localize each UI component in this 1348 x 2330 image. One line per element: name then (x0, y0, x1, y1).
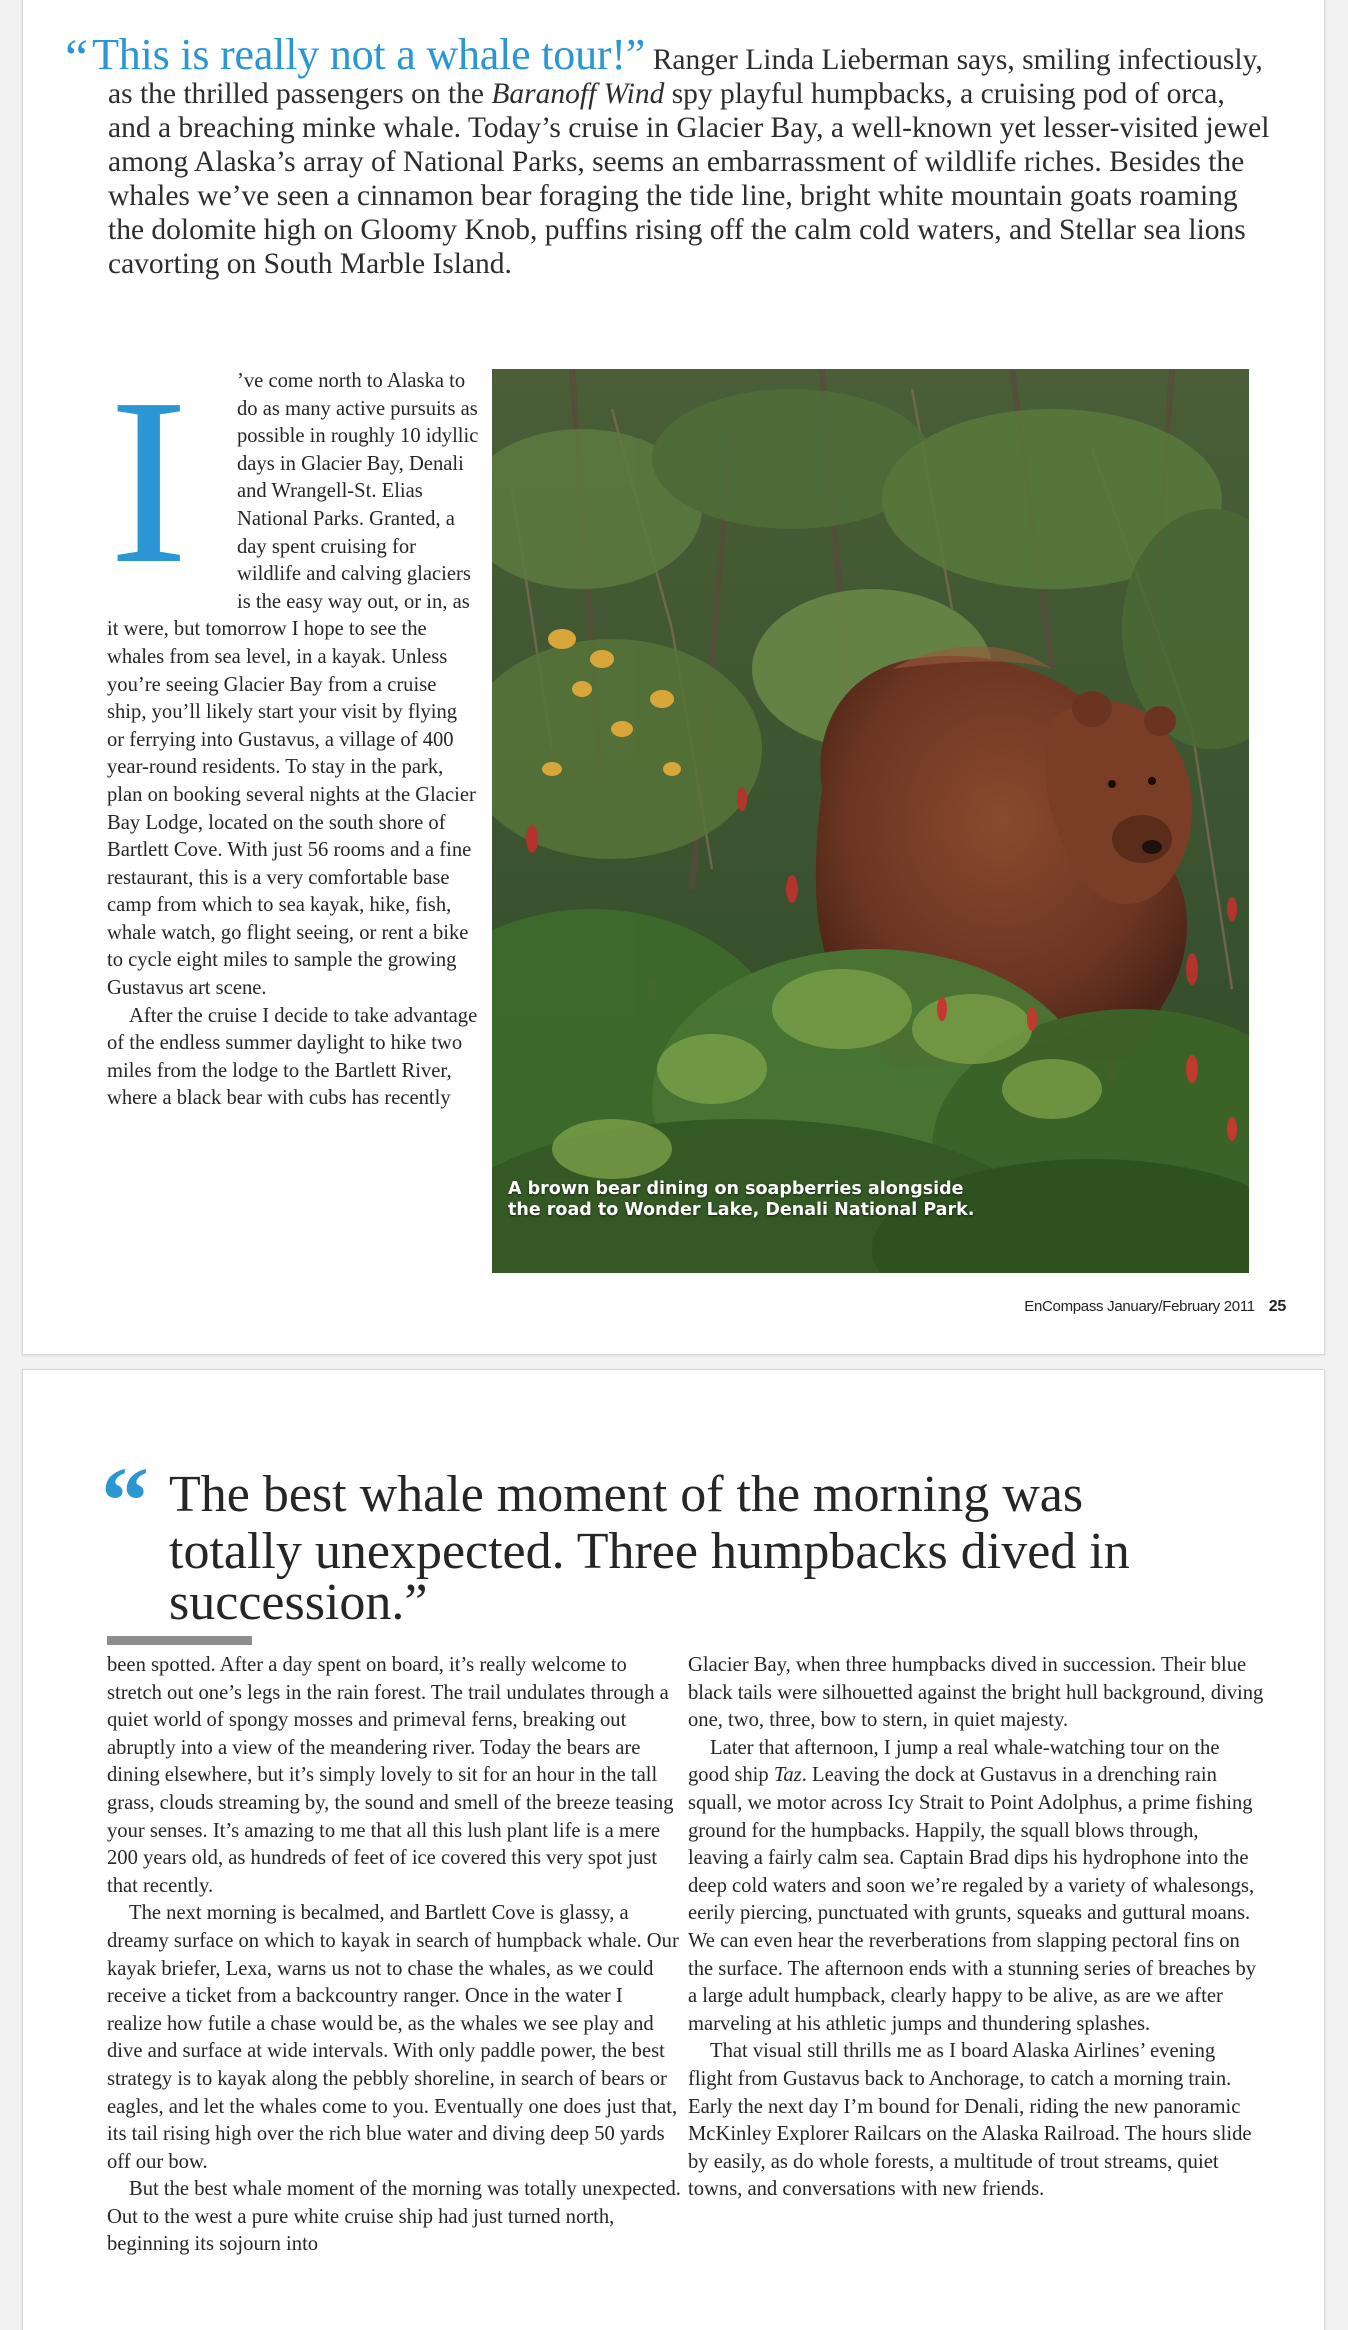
column2-paragraph-2: The next morning is becalmed, and Bartlett Cove is glassy, a dreamy surface on which to kayak in search of humpback whale. Our kayak briefer, Lexa, warns us not to chase the whales, as we could receive a ticket from a backcountry ranger. Once in the water I realize how futile a chase would be, as the whales we see play and dive and surface at wide intervals. With only paddle power, the best strategy is to kayak along the pebbly shoreline, in search of bears or eagles, and let the whales come to you. Eventually one does just that, its tail rising high over the rich blue water and diving deep 50 yards off our bow. (107, 1902, 679, 2173)
lede-text-2: spy playful humpbacks, a cruising pod of orca, and a breaching minke whale. Today’s cruise in Glacier Bay, a well-known yet lesser-visited jewel among Alaska’s array of National Parks, seems an embarrassment of wildlife riches. Besides the whales we’ve seen a cinnamon bear foraging the tide line, bright white mountain goats roaming the dolomite high on Gloomy Knob, puffins rising off the calm cold waters, and Stellar sea lions cavorting on South Marble Island. (108, 78, 1270, 280)
article-column-3 (688, 1652, 1264, 2204)
lede-ship-name: Baranoff Wind (491, 78, 665, 110)
article-column-2 (107, 1652, 681, 2259)
lede-open-quote: “ (65, 30, 89, 87)
column3-paragraph-3: That visual still thrills me as I board Alaska Airlines’ evening flight from Gustavus back to Anchorage, to catch a morning train. Early the next day I’m bound for Denali, riding the new panoramic McKinley Explorer Railcars on the Alaska Railroad. The hours slide by easily, as do whole forests, a multitude of trout streams, quiet towns, and conversations with new friends. (688, 2040, 1252, 2201)
column3-paragraph-1: Glacier Bay, when three humpbacks dived in succession. Their blue black tails were silhouetted against the bright hull background, diving one, two, three, bow to stern, in quiet majesty. (688, 1654, 1264, 1732)
drop-cap: I (109, 350, 189, 613)
pull-quote (101, 1447, 1181, 1631)
lede-text-1: Ranger Linda Lieberman says, smiling infectiously, as the thrilled passengers on the (108, 44, 1263, 110)
page-footer (1024, 1298, 1286, 1316)
lede-close-quote: ” (625, 30, 646, 79)
bear-illustration (492, 369, 1249, 1273)
lede-paragraph (65, 30, 1270, 281)
magazine-page-26 (22, 1369, 1325, 2330)
column1-paragraph-2: After the cruise I decide to take advantage of the endless summer daylight to hike two miles from the lodge to the Bartlett River, where a black bear with cubs has recently (107, 1004, 478, 1110)
lede-quote-text: This is really not a whale tour! (92, 30, 626, 79)
caption-line-1: A brown bear dining on soapberries alongside (508, 1179, 964, 1199)
column3-paragraph-2 (688, 1735, 1264, 2039)
pull-quote-text: The best whale moment of the morning was totally unexpected. Three humpbacks dived in succession.” (169, 1466, 1130, 1631)
pull-quote-mark: “ (101, 1447, 149, 1554)
ship-name-taz: Taz (773, 1764, 802, 1787)
page-number: 25 (1268, 1298, 1286, 1315)
photo-caption (508, 1179, 1028, 1221)
article-column-1 (107, 350, 479, 1113)
column1-paragraph-1: ’ve come north to Alaska to do as many active pursuits as possible in roughly 10 idyllic days in Glacier Bay, Denali and Wrangell-St. Elias National Parks. Granted, a day spent cruising for wildlife and calving glaciers is the easy way out, or in, as it were, but tomorrow I hope to see the whales from sea level, in a kayak. Unless you’re seeing Glacier Bay from a cruise ship, you’ll likely start your visit by flying or ferrying into Gustavus, a village of 400 year-round residents. To stay in the park, plan on booking several nights at the Glacier Bay Lodge, located on the south shore of Bartlett Cove. With just 56 rooms and a fine restaurant, this is a very comfortable base camp from which to sea kayak, hike, fish, whale watch, go flight seeing, or rent a bike to cycle eight miles to sample the growing Gustavus art scene. (107, 370, 479, 1000)
magazine-page-25 (22, 0, 1325, 1355)
column2-paragraph-1: been spotted. After a day spent on board, it’s really welcome to stretch out one’s legs in the rain forest. The trail undulates through a quiet world of spongy mosses and primeval ferns, breaking out abruptly into a view of the meandering river. Today the bears are dining elsewhere, but it’s simply lovely to sit for an hour in the tall grass, clouds streaming by, the sound and smell of the breeze teasing your senses. It’s amazing to me that all this lush plant life is a mere 200 years old, as hundreds of feet of ice covered this very spot just that recently. (107, 1654, 674, 1897)
column3-paragraph-2-rest: . Leaving the dock at Gustavus in a drenching rain squall, we motor across Icy Strait to Point Adolphus, a prime fishing ground for the humpbacks. Happily, the squall blows through, leaving a fairly calm sea. Captain Brad dips his hydrophone into the deep cold waters and soon we’re regaled by a variety of whalesongs, eerily piercing, punctuated with grunts, squeaks and guttural moans. We can even hear the reverberations from slapping pectoral fins on the surface. The afternoon ends with a stunning series of breaches by a large adult humpback, clearly happy to be alive, as are we after marveling at his athletic jumps and thundering splashes. (688, 1764, 1257, 2035)
column2-paragraph-3: But the best whale moment of the morning was totally unexpected. Out to the west a pure white cruise ship had just turned north, beginning its sojourn into (107, 2178, 681, 2256)
column3-paragraph-2-start: Later that afternoon, I jump a real whale-watching tour on the good ship (688, 1736, 1220, 1787)
caption-line-2: the road to Wonder Lake, Denali National Park. (508, 1200, 975, 1220)
publication-info: EnCompass January/February 2011 (1024, 1298, 1255, 1315)
brown-bear-photo (492, 369, 1249, 1273)
pull-quote-rule (107, 1636, 252, 1645)
